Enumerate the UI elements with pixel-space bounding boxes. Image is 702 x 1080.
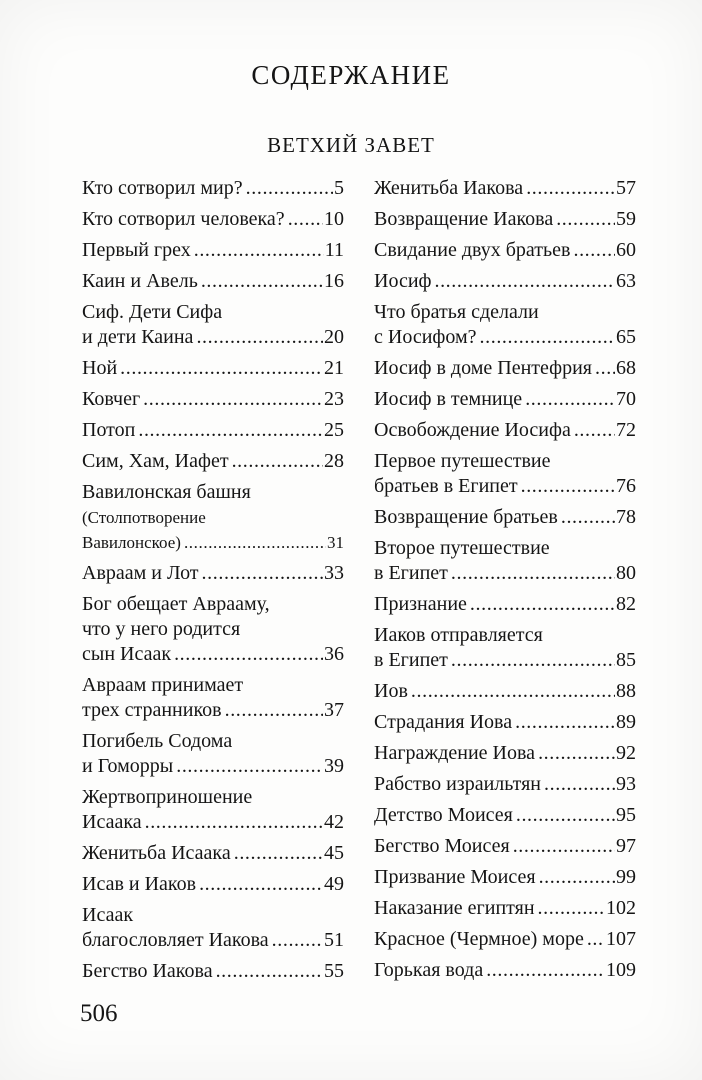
toc-entry (82, 238, 344, 263)
contents-title: СОДЕРЖАНИЕ (251, 60, 451, 90)
toc-entry-lastline (374, 561, 636, 586)
dot-leader (145, 810, 323, 835)
toc-entry-lastline (82, 530, 344, 555)
toc-entry-text: Авраам принимает (82, 674, 244, 696)
toc-page-number: 11 (324, 239, 344, 261)
toc-entry-text: Что братья сделали (374, 301, 539, 323)
section-title-old-testament: ВЕТХИЙ ЗАВЕТ (267, 133, 435, 157)
toc-page-number: 36 (324, 643, 344, 665)
dot-leader (561, 505, 615, 530)
dot-leader (544, 772, 615, 797)
dot-leader (480, 325, 615, 350)
toc-entry-text: Рабство израильтян (374, 773, 542, 795)
dot-leader (288, 207, 323, 232)
dot-leader (174, 642, 323, 667)
toc-entry (82, 387, 344, 412)
toc-page-number: 89 (616, 711, 636, 733)
toc-entry-lastline (374, 176, 636, 201)
toc-entry-lastline (374, 648, 636, 673)
toc-entry-lastline (82, 561, 344, 586)
toc-entry-text: Иосиф в доме Пентефрия (374, 357, 592, 379)
toc-entry-text: Иосиф в темнице (374, 388, 523, 410)
toc-entry-text: и дети Каина (82, 326, 194, 348)
dot-leader (486, 958, 605, 983)
toc-entry (374, 772, 636, 797)
toc-entry (82, 356, 344, 381)
toc-page-number: 93 (616, 773, 636, 795)
toc-entry-lastline (82, 810, 344, 835)
dot-leader (411, 679, 615, 704)
toc-page-number: 80 (616, 562, 636, 584)
toc-entry-lastline (374, 958, 636, 983)
dot-leader (538, 896, 605, 921)
toc-entry-text: Вавилонское) (82, 533, 181, 552)
toc-entry-text: Потоп (82, 419, 136, 441)
toc-entry-text: и Гоморры (82, 755, 174, 777)
toc-page-number: 60 (616, 239, 636, 261)
dot-leader (246, 176, 333, 201)
toc-page-number: 95 (616, 804, 636, 826)
toc-entry (82, 673, 344, 723)
toc-entry (82, 872, 344, 897)
toc-entry-text: братьев в Египет (374, 475, 518, 497)
toc-entry (82, 903, 344, 953)
toc-entry-lastline (374, 356, 636, 381)
toc-page-number: 68 (616, 357, 636, 379)
toc-entry-text: Свидание двух братьев (374, 239, 571, 261)
toc-page-number: 39 (324, 755, 344, 777)
toc-entry-lastline (82, 418, 344, 443)
dot-leader (232, 449, 323, 474)
dot-leader (539, 865, 615, 890)
toc-entry (82, 176, 344, 201)
dot-leader (587, 927, 605, 952)
toc-entry-lastline (374, 679, 636, 704)
toc-entry (82, 269, 344, 294)
toc-page-number: 82 (616, 593, 636, 615)
toc-entry-text: Исаака (82, 811, 142, 833)
toc-entry-text: Красное (Чермное) море (374, 928, 584, 950)
dot-leader (199, 872, 323, 897)
toc-entry-lastline (82, 959, 344, 984)
toc-entry-text: Горькая вода (374, 959, 484, 981)
toc-entry (82, 207, 344, 232)
toc-entry-lastline (82, 269, 344, 294)
toc-entry (374, 207, 636, 232)
toc-entry-text: Наказание египтян (374, 897, 535, 919)
toc-entry-lastline (374, 418, 636, 443)
toc-page-number: 72 (616, 419, 636, 441)
toc-entry-text: Иосиф (374, 270, 432, 292)
toc-page-number: 16 (324, 270, 344, 292)
toc-entry-lastline (82, 754, 344, 779)
toc-page-number: 33 (324, 562, 344, 584)
toc-entry (374, 269, 636, 294)
dot-leader (184, 530, 326, 555)
toc-entry-lastline (82, 387, 344, 412)
toc-page-number: 57 (616, 177, 636, 199)
dot-leader (556, 207, 615, 232)
toc-page-number: 20 (324, 326, 344, 348)
toc-entry-lastline (82, 841, 344, 866)
toc-page-number: 21 (324, 357, 344, 379)
toc-entry-text: Исав и Иаков (82, 873, 197, 895)
toc-entry-text: Первое путешествие (374, 450, 551, 472)
toc-entry-text: Бегство Иакова (82, 960, 213, 982)
toc-entry (374, 356, 636, 381)
toc-column (374, 176, 636, 990)
toc-page-number: 78 (616, 506, 636, 528)
toc-entry-text: Иаков отправляется (374, 624, 543, 646)
page-number-folio: 506 (80, 1000, 118, 1027)
toc-entry (82, 785, 344, 835)
toc-entry-text: Возвращение братьев (374, 506, 558, 528)
toc-entry (374, 679, 636, 704)
dot-leader (216, 959, 323, 984)
toc-entry-text: Кто сотворил человека? (82, 208, 285, 230)
toc-entry-text: Жертвоприношение (82, 786, 253, 808)
toc-page-number: 37 (324, 699, 344, 721)
toc-page-number: 63 (616, 270, 636, 292)
toc-column (82, 176, 344, 990)
toc-page-number: 97 (616, 835, 636, 857)
toc-entry-lastline (374, 387, 636, 412)
toc-entry-text: Каин и Авель (82, 270, 198, 292)
toc-entry-lastline (374, 834, 636, 859)
toc-entry-lastline (374, 865, 636, 890)
toc-page-number: 55 (324, 960, 344, 982)
toc-entry-text: что у него родится (82, 618, 241, 640)
dot-leader (595, 356, 615, 381)
toc-page-number: 31 (327, 533, 344, 552)
toc-entry (374, 387, 636, 412)
toc-entry-text: Женитьба Исаака (82, 842, 231, 864)
toc-entry (374, 927, 636, 952)
toc-entry (374, 865, 636, 890)
toc-entry-text: Исаак (82, 904, 134, 926)
toc-entry-text: Сим, Хам, Иафет (82, 450, 229, 472)
dot-leader (176, 754, 323, 779)
dot-leader (225, 698, 323, 723)
toc-page-number: 28 (324, 450, 344, 472)
dot-leader (202, 561, 323, 586)
toc-entry-text: Авраам и Лот (82, 562, 199, 584)
dot-leader (451, 648, 615, 673)
toc-entry (374, 592, 636, 617)
toc-entry (82, 959, 344, 984)
dot-leader (526, 176, 615, 201)
toc-page-number: 70 (616, 388, 636, 410)
toc-page-number: 59 (616, 208, 636, 230)
toc-entry (374, 803, 636, 828)
toc-entry (82, 480, 344, 555)
toc-entry-lastline (82, 176, 344, 201)
toc-entry (82, 418, 344, 443)
toc-page-number: 99 (616, 866, 636, 888)
toc-page-number: 109 (606, 959, 636, 981)
toc-entry-text: (Столпотворение (82, 508, 206, 527)
toc-page-number: 25 (324, 419, 344, 441)
toc-entry (82, 449, 344, 474)
dot-leader (143, 387, 323, 412)
dot-leader (234, 841, 323, 866)
dot-leader (538, 741, 615, 766)
toc-page-number: 42 (324, 811, 344, 833)
toc-page-number: 102 (606, 897, 636, 919)
dot-leader (451, 561, 615, 586)
toc-page-number: 45 (324, 842, 344, 864)
toc-entry-text: в Египет (374, 649, 448, 671)
toc-entry-text: Ковчег (82, 388, 141, 410)
toc-entry-lastline (82, 356, 344, 381)
toc-entry-text: Страдания Иова (374, 711, 513, 733)
dot-leader (120, 356, 323, 381)
toc-entry-text: Признание (374, 593, 467, 615)
toc-entry (374, 176, 636, 201)
dot-leader (516, 803, 615, 828)
toc-page-number: 76 (616, 475, 636, 497)
toc-entry-lastline (374, 505, 636, 530)
toc-entry-text: Второе путешествие (374, 537, 550, 559)
toc-entry (374, 536, 636, 586)
toc-entry (374, 238, 636, 263)
toc-entry (374, 710, 636, 735)
dot-leader (138, 418, 323, 443)
toc-entry-lastline (374, 325, 636, 350)
toc-entry (82, 841, 344, 866)
toc-entry-lastline (374, 803, 636, 828)
toc-entry-text: Кто сотворил мир? (82, 177, 243, 199)
toc-entry-lastline (82, 872, 344, 897)
dot-leader (573, 238, 615, 263)
toc-page-number: 49 (324, 873, 344, 895)
toc-entry-text: сын Исаак (82, 643, 172, 665)
toc-entry-lastline (374, 710, 636, 735)
toc-entry-lastline (374, 896, 636, 921)
toc-entry-text: благословляет Иакова (82, 929, 269, 951)
toc-entry-lastline (82, 928, 344, 953)
toc-entry (374, 741, 636, 766)
toc-entry (374, 300, 636, 350)
toc-entry (82, 592, 344, 667)
toc-entry-lastline (374, 474, 636, 499)
dot-leader (513, 834, 615, 859)
toc-entry (374, 418, 636, 443)
toc-page-number: 92 (616, 742, 636, 764)
toc-entry-text: Награждение Иова (374, 742, 536, 764)
toc-entry-lastline (374, 927, 636, 952)
toc-entry-lastline (374, 741, 636, 766)
toc-page-number: 88 (616, 680, 636, 702)
toc-entry (374, 958, 636, 983)
toc-entry (374, 623, 636, 673)
toc-entry-text: Сиф. Дети Сифа (82, 301, 223, 323)
dot-leader (201, 269, 323, 294)
toc-entry-text: Первый грех (82, 239, 191, 261)
toc-entry (82, 561, 344, 586)
toc-page-number: 5 (334, 177, 344, 199)
toc-entry-text: Детство Моисея (374, 804, 513, 826)
dot-leader (574, 418, 615, 443)
toc-entry-lastline (82, 325, 344, 350)
toc-entry-text: Освобождение Иосифа (374, 419, 571, 441)
toc-entry-text: Вавилонская башня (82, 481, 251, 503)
toc-entry-text: Иов (374, 680, 408, 702)
toc-page-number: 107 (606, 928, 636, 950)
dot-leader (434, 269, 615, 294)
toc-entry-lastline (374, 207, 636, 232)
toc-entry-lastline (374, 592, 636, 617)
dot-leader (525, 387, 615, 412)
toc-entry-lastline (82, 698, 344, 723)
toc-entry (374, 834, 636, 859)
toc-entry-lastline (374, 238, 636, 263)
dot-leader (194, 238, 324, 263)
toc-entry-text: трех странников (82, 699, 222, 721)
toc-entry-text: Призвание Моисея (374, 866, 536, 888)
dot-leader (470, 592, 615, 617)
toc-entry-text: Бог обещает Аврааму, (82, 593, 270, 615)
toc-entry-text: Женитьба Иакова (374, 177, 524, 199)
toc-entry-lastline (374, 772, 636, 797)
toc-entry (82, 729, 344, 779)
dot-leader (515, 710, 615, 735)
toc-entry (374, 449, 636, 499)
toc-entry-lastline (82, 238, 344, 263)
dot-leader (521, 474, 615, 499)
toc-page-number: 51 (324, 929, 344, 951)
toc-entry-text: в Египет (374, 562, 448, 584)
toc-page-number: 85 (616, 649, 636, 671)
toc-page-number: 65 (616, 326, 636, 348)
toc-entry (374, 896, 636, 921)
toc-entry-lastline (374, 269, 636, 294)
toc-entry-lastline (82, 642, 344, 667)
toc-entry-text: с Иосифом? (374, 326, 477, 348)
toc-entry-text: Ной (82, 357, 118, 379)
toc-entry (82, 300, 344, 350)
dot-leader (272, 928, 323, 953)
toc-entry-text: Погибель Содома (82, 730, 233, 752)
toc-entry (374, 505, 636, 530)
toc-entry-text: Бегство Моисея (374, 835, 510, 857)
toc-page-number: 23 (324, 388, 344, 410)
dot-leader (196, 325, 323, 350)
toc-columns (82, 176, 636, 990)
toc-page-number: 10 (324, 208, 344, 230)
toc-entry-lastline (82, 449, 344, 474)
toc-entry-lastline (82, 207, 344, 232)
toc-entry-text: Возвращение Иакова (374, 208, 554, 230)
